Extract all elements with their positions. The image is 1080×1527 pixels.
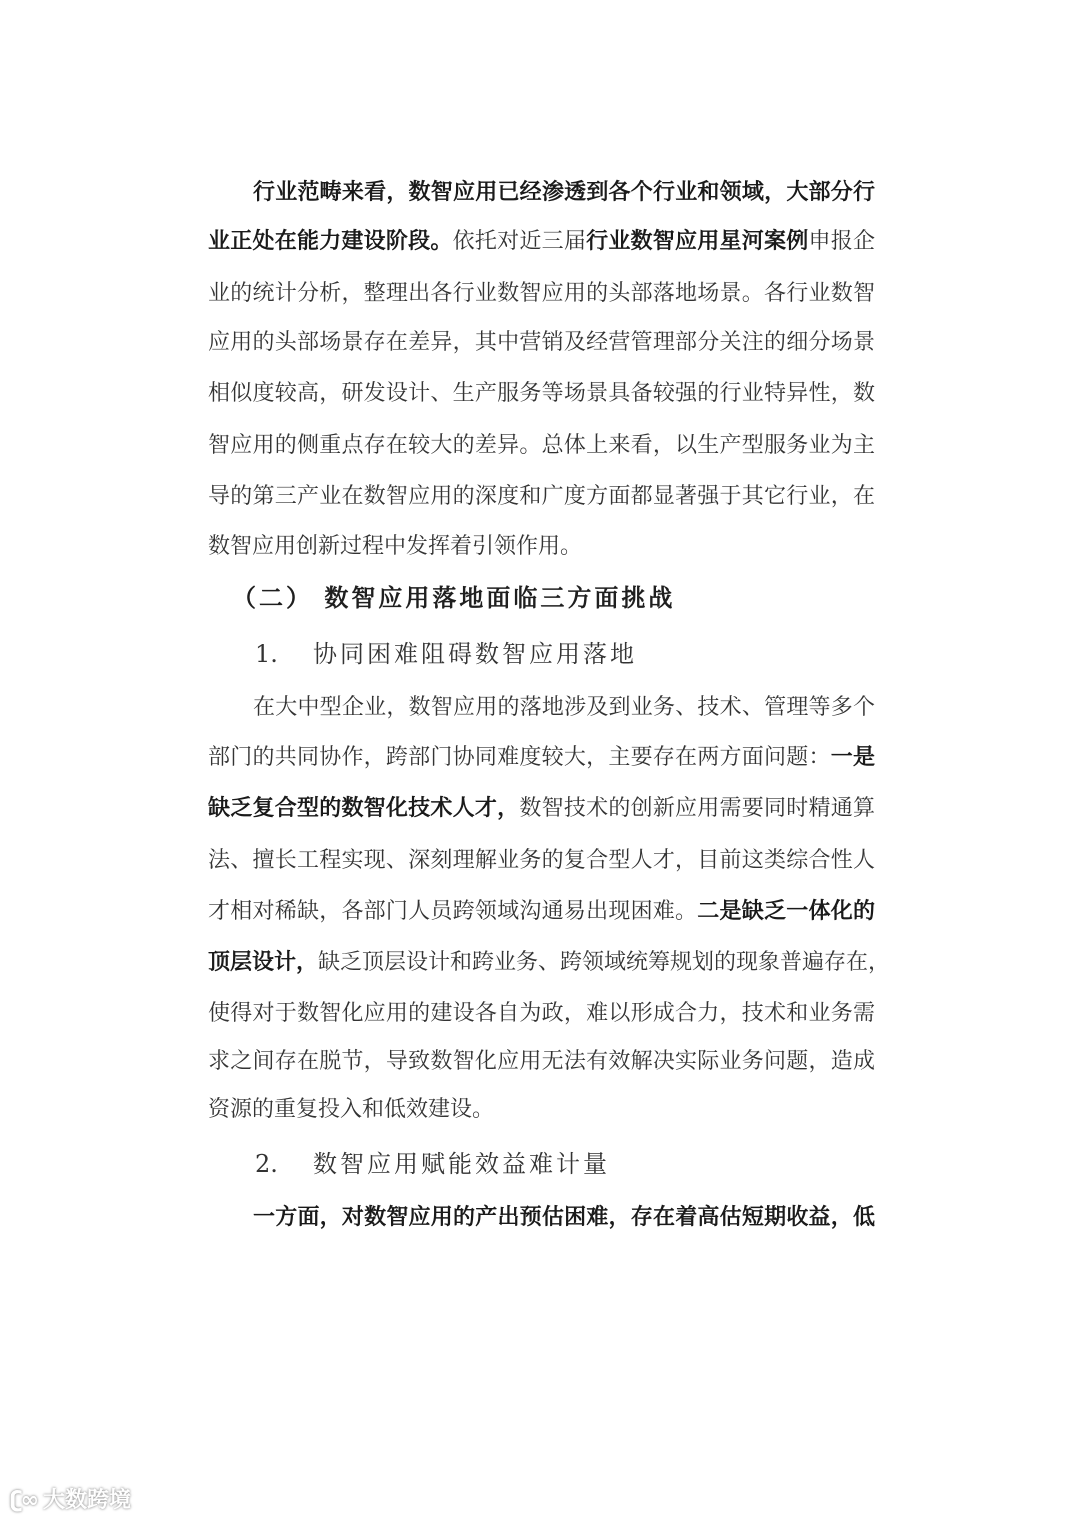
text: 依托对近三届 (452, 229, 587, 254)
watermark (10, 1486, 131, 1516)
bold-text: 二是缺乏一体化的 (697, 899, 875, 924)
text-line (208, 994, 875, 1034)
text-line (208, 1090, 875, 1130)
bold-text: 缺乏复合型的数智化技术人才， (208, 796, 520, 821)
text: 智应用的侧重点存在较大的差异。总体上来看，以生产型服务业为主 (208, 433, 875, 458)
text: 部门的共同协作，跨部门协同难度较大，主要存在两方面问题： (208, 745, 831, 770)
text-line (208, 274, 875, 314)
text: 缺乏顶层设计和跨业务、跨领域统筹规划的现象普遍存在， (318, 950, 891, 975)
watermark-logo-icon: ʗ∞ (10, 1488, 37, 1513)
text: 应用的头部场景存在差异，其中营销及经营管理部分关注的细分场景 (208, 330, 875, 355)
text: 使得对于数智化应用的建设各自为政，难以形成合力，技术和业务需 (208, 1001, 875, 1026)
text-line (253, 688, 875, 728)
subsection-number: 2. (255, 1150, 278, 1178)
text-line (208, 222, 875, 262)
text-line (208, 527, 875, 567)
text-line (208, 738, 875, 778)
text: 数智技术的创新应用需要同时精通算 (519, 796, 875, 821)
text: 才相对稀缺，各部门人员跨领域沟通易出现困难。 (208, 899, 698, 924)
section-heading: （二） 数智应用落地面临三方面挑战 (232, 583, 676, 612)
text: 在大中型企业，数智应用的落地涉及到业务、技术、管理等多个 (253, 695, 875, 720)
subsection-number: 1. (255, 640, 278, 668)
bold-text: 一是 (830, 745, 875, 770)
text: 求之间存在脱节，导致数智化应用无法有效解决实际业务问题，造成 (208, 1049, 875, 1074)
bold-text: 行业范畴来看，数智应用已经渗透到各个行业和领域，大部分行 (253, 180, 875, 205)
watermark-text: 大数跨境 (42, 1488, 131, 1513)
bold-text: 顶层设计， (208, 950, 319, 975)
text-line (208, 323, 875, 363)
text-line (208, 426, 875, 466)
text: 法、擅长工程实现、深刻理解业务的复合型人才，目前这类综合性人 (208, 848, 875, 873)
text-line (208, 477, 875, 517)
text: 相似度较高，研发设计、生产服务等场景具备较强的行业特异性，数 (208, 381, 875, 406)
subsection-heading-2 (255, 1144, 610, 1184)
bold-text: 行业数智应用星河案例 (586, 229, 809, 254)
subsection-heading-1 (255, 634, 637, 674)
text-line (208, 1042, 875, 1082)
subsection-title: 协同困难阻碍数智应用落地 (313, 640, 637, 668)
text: 数智应用创新过程中发挥着引领作用。 (208, 534, 583, 559)
bold-text: 业正处在能力建设阶段。 (208, 229, 453, 254)
bold-text: 一方面，对数智应用的产出预估困难，存在着高估短期收益，低 (253, 1205, 875, 1230)
text-line (253, 1198, 875, 1238)
text-line (253, 173, 875, 213)
text-line (208, 892, 875, 932)
text-line (208, 789, 875, 829)
text: 资源的重复投入和低效建设。 (208, 1097, 495, 1122)
text-line (208, 943, 891, 983)
subsection-title: 数智应用赋能效益难计量 (313, 1150, 610, 1178)
text: 申报企 (808, 229, 875, 254)
text-line (208, 374, 875, 414)
text: 导的第三产业在数智应用的深度和广度方面都显著强于其它行业，在 (208, 484, 875, 509)
text: 业的统计分析，整理出各行业数智应用的头部落地场景。各行业数智 (208, 281, 875, 306)
text-line (208, 841, 875, 881)
